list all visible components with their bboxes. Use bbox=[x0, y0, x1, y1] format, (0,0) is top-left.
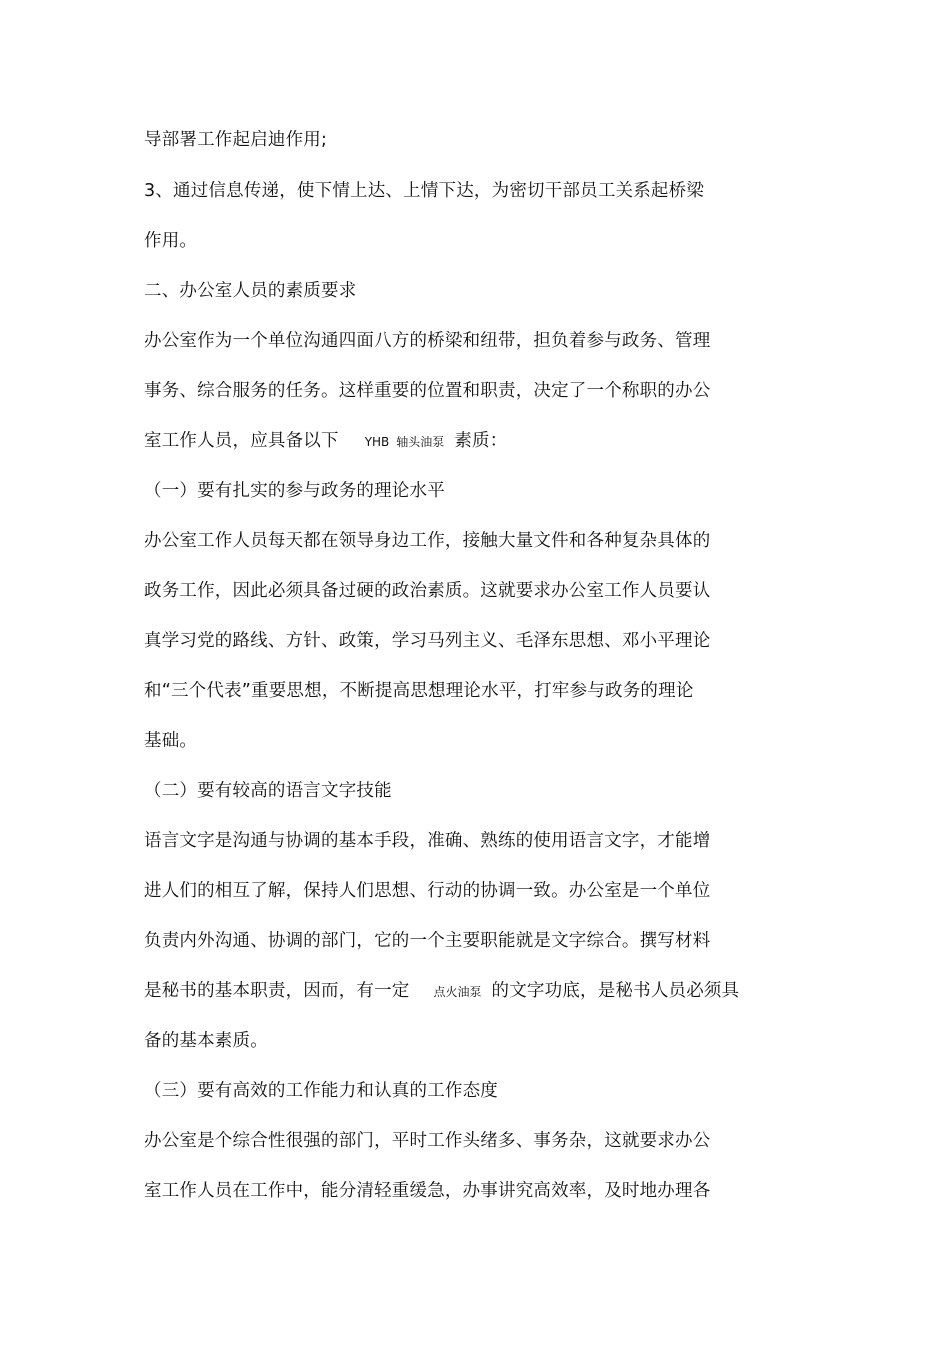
text-line bbox=[144, 979, 739, 1004]
text-line: 备的基本素质。 bbox=[144, 1031, 268, 1051]
inline-ad-text: 轴头油泵 bbox=[396, 435, 445, 449]
text-line: 基础。 bbox=[144, 731, 198, 751]
text-segment: 的文字功底，是秘书人员必须具 bbox=[491, 981, 740, 1001]
text-line: 办公室作为一个单位沟通四面八方的桥梁和纽带，担负着参与政务、管理 bbox=[144, 331, 711, 351]
inline-ad-latin: YHB bbox=[364, 435, 390, 449]
text-line: 室工作人员在工作中，能分清轻重缓急，办事讲究高效率，及时地办理各 bbox=[144, 1181, 711, 1201]
text-line: 导部署工作起启迪作用; bbox=[144, 130, 328, 150]
text-line: 事务、综合服务的任务。这样重要的位置和职责，决定了一个称职的办公 bbox=[144, 381, 711, 401]
inline-ad-text: 点火油泵 bbox=[433, 985, 482, 999]
text-line: 作用。 bbox=[144, 231, 198, 251]
text-line: 真学习党的路线、方针、政策，学习马列主义、毛泽东思想、邓小平理论 bbox=[144, 631, 711, 651]
text-line: 进人们的相互了解，保持人们思想、行动的协调一致。办公室是一个单位 bbox=[144, 881, 711, 901]
subsection-heading: （一）要有扎实的参与政务的理论水平 bbox=[144, 481, 445, 501]
text-line: 和“三个代表”重要思想，不断提高思想理论水平，打牢参与政务的理论 bbox=[144, 681, 694, 701]
text-line: 负责内外沟通、协调的部门，它的一个主要职能就是文字综合。撰写材料 bbox=[144, 931, 711, 951]
text-line: 政务工作，因此必须具备过硬的政治素质。这就要求办公室工作人员要认 bbox=[144, 581, 711, 601]
subsection-heading: （三）要有高效的工作能力和认真的工作态度 bbox=[144, 1081, 498, 1101]
text-line: 办公室工作人员每天都在领导身边工作，接触大量文件和各种复杂具体的 bbox=[144, 531, 711, 551]
text-line: 语言文字是沟通与协调的基本手段，准确、熟练的使用语言文字，才能增 bbox=[144, 831, 711, 851]
text-line: 3、通过信息传递，使下情上达、上情下达，为密切干部员工关系起桥梁 bbox=[144, 181, 705, 201]
text-segment: 室工作人员，应具备以下 bbox=[144, 431, 339, 451]
text-line: 办公室是个综合性很强的部门，平时工作头绪多、事务杂，这就要求办公 bbox=[144, 1131, 711, 1151]
section-heading: 二、办公室人员的素质要求 bbox=[144, 281, 357, 301]
text-segment: 素质： bbox=[454, 431, 508, 451]
text-segment: 是秘书的基本职责，因而，有一定 bbox=[144, 981, 410, 1001]
text-line bbox=[144, 429, 507, 454]
subsection-heading: （二）要有较高的语言文字技能 bbox=[144, 781, 392, 801]
